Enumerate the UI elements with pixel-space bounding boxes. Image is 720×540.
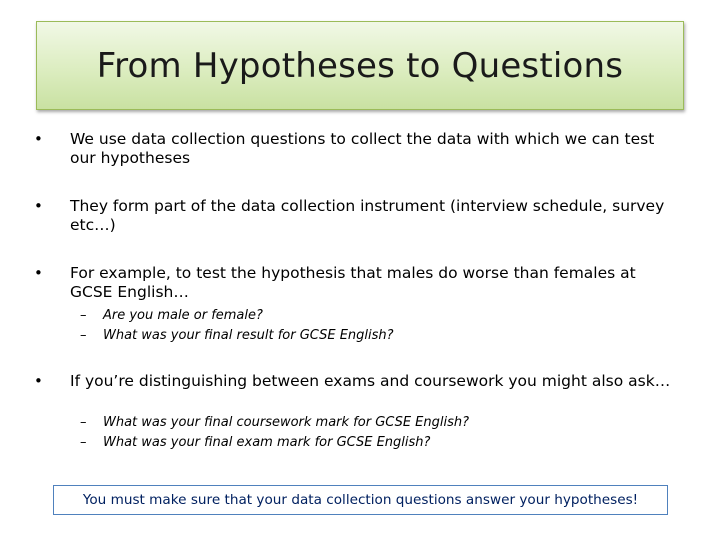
sub-bullet-item [80,327,680,345]
bullet-dot-icon: • [34,197,43,215]
bullet-text: If you’re distinguishing between exams and coursework you might also ask… [70,372,671,390]
bullet-dot-icon: • [34,264,43,282]
dash-icon: – [80,308,87,323]
bullet-text: For example, to test the hypothesis that males do worse than females at GCSE English… [70,264,636,301]
dash-icon: – [80,328,87,343]
title-box [36,21,684,110]
sub-bullet-text: Are you male or female? [103,308,263,323]
bullet-item [34,264,674,302]
sub-bullet-text: What was your final coursework mark for GCSE English? [103,415,470,430]
bullet-dot-icon: • [34,372,43,390]
sub-bullet-text: What was your final result for GCSE English? [103,328,394,343]
sub-bullet-item [80,414,680,432]
bullet-dot-icon: • [34,130,43,148]
bullet-item [34,130,674,168]
dash-icon: – [80,435,87,450]
dash-icon: – [80,415,87,430]
bullet-text: They form part of the data collection instrument (interview schedule, survey etc…) [70,197,665,234]
callout-text: You must make sure that your data collection questions answer your hypotheses! [82,492,639,508]
bullet-item [34,372,674,391]
sub-bullet-item [80,434,680,452]
slide-title: From Hypotheses to Questions [96,45,624,86]
sub-bullet-item [80,307,680,325]
callout-box [53,485,668,515]
bullet-item [34,197,674,235]
sub-bullet-text: What was your final exam mark for GCSE English? [103,435,431,450]
bullet-text: We use data collection questions to collect the data with which we can test our hypotheses [70,130,655,167]
